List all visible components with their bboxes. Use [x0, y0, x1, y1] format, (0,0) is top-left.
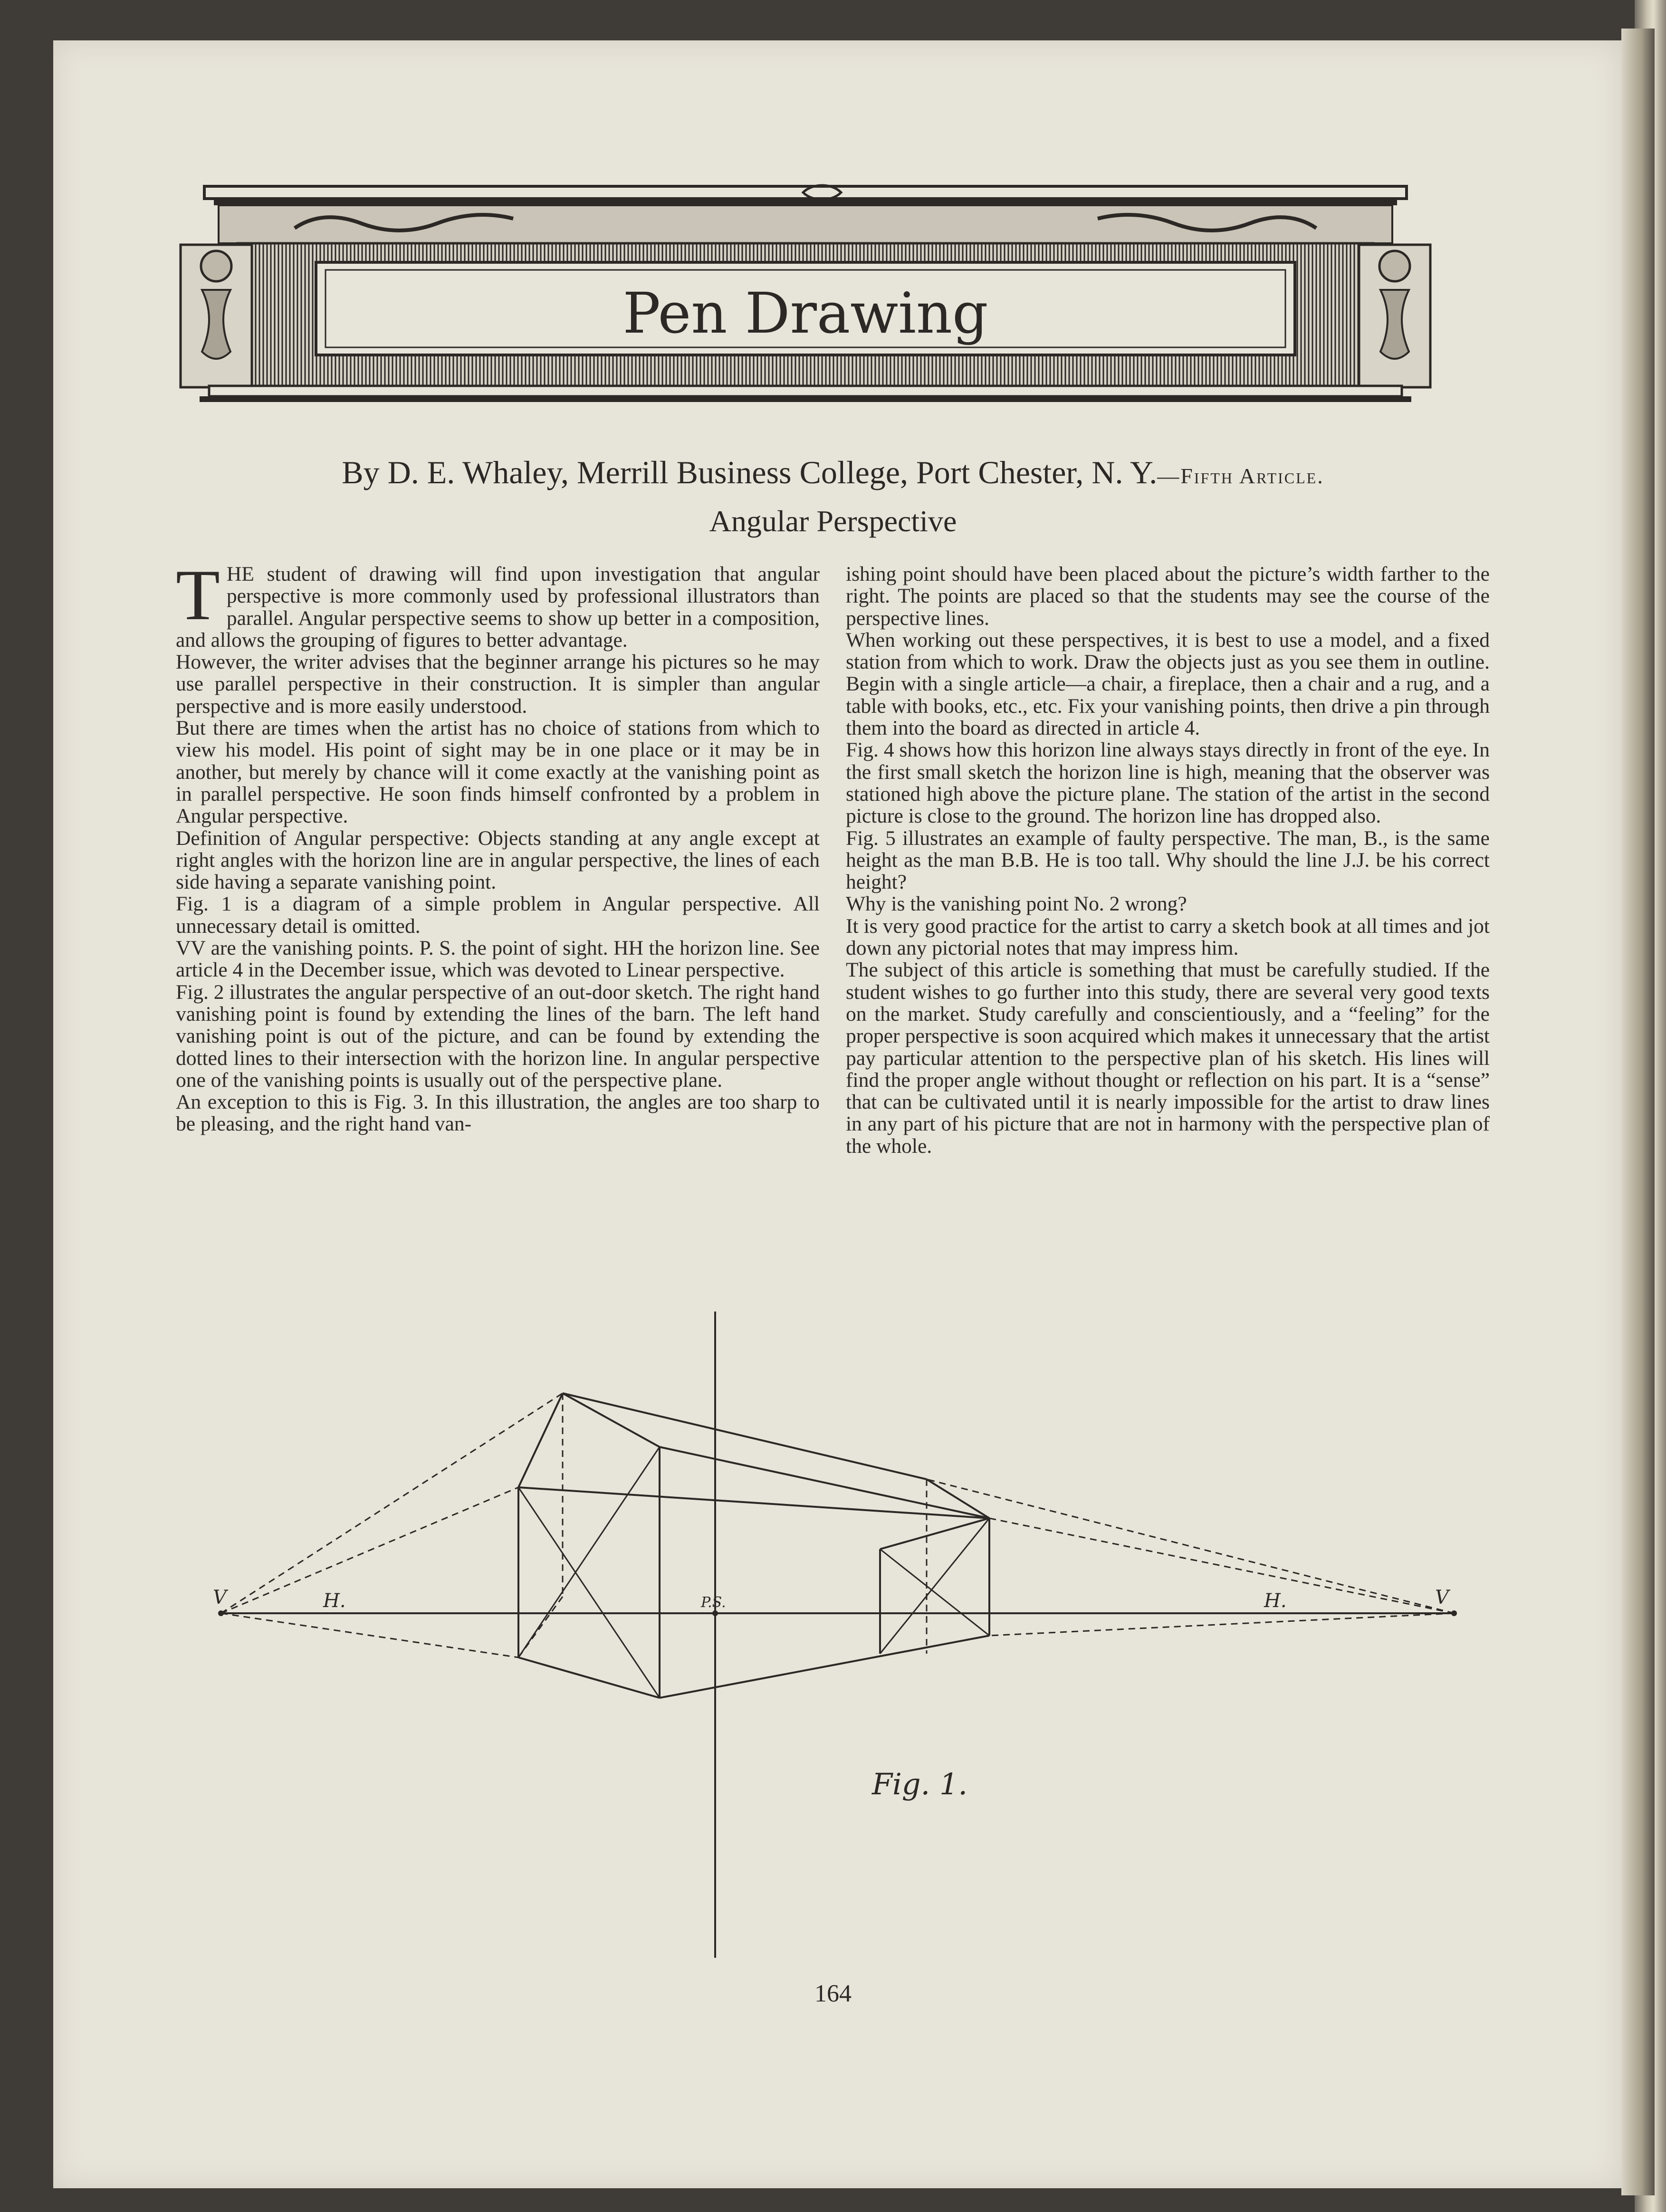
- end-face-diagonal: [880, 1549, 989, 1636]
- paragraph: When working out these perspectives, it is best to use a model, and a fixed station from which to work. Draw the objects just as you see them in outline. Begin with a single article—a chair, a fireplace, then a chair and a rug, and a table with books, etc., etc. Fix your vanishing points, then drive a pin through them into the board as directed in article 4.: [846, 628, 1490, 740]
- paragraph: ishing point should have been placed about the picture’s width farther to the right. The points are placed so that the students may see the course of the perspective lines.: [846, 563, 1490, 630]
- label-ps: P.S.: [701, 1594, 726, 1611]
- vanishing-line: [221, 1613, 518, 1657]
- box-edge: [563, 1393, 660, 1447]
- vanishing-line: [927, 1479, 1454, 1613]
- paragraph: [176, 555, 820, 651]
- label-v-right: V: [1435, 1587, 1449, 1609]
- paragraph-text: HE student of drawing will find upon investigation that angular perspective is more commonly used by professional illustrators than parallel. Angular perspective seems to show up better in a composition, and allows the grouping of figures to better advantage.: [176, 563, 820, 651]
- figure-1-diagram: [200, 1312, 1483, 1958]
- vanishing-line: [221, 1393, 563, 1613]
- box-edge: [518, 1657, 660, 1698]
- figure-caption: Fig. 1.: [872, 1767, 968, 1801]
- vanishing-line: [989, 1518, 1454, 1613]
- box-edge: [660, 1636, 989, 1698]
- face-diagonal: [518, 1447, 660, 1657]
- byline-article-tag: —Fifth Article.: [1157, 464, 1324, 488]
- text-column-left: [176, 555, 820, 1136]
- paragraph: The subject of this article is something that must be carefully studied. If the student wishes to go further into this study, there are several very good texts on the market. Study carefully and conscientiously, and a “feeling” for the proper perspective is soon acquired which makes it unnecessary that the artist pay particular attention to the perspective plan of his sketch. His lines will find the proper angle without thought or reflection on his part. It is a “sense” that can be cultivated until it is nearly impossible for the artist to draw lines in any part of his picture that are not in harmony with the perspective plan of the whole.: [846, 958, 1490, 1158]
- paragraph: But there are times when the artist has no choice of stations from which to view his model. His point of sight may be in one place or it may be in another, but merely by chance will it come exactly at the vanishing point as in parallel perspective. He soon finds himself confronted by a problem in Angular perspective.: [176, 717, 820, 828]
- paragraph: However, the writer advises that the beginner arrange his pictures so he may use parallel perspective in their construction. It is simpler than angular perspective and is more easily understood.: [176, 651, 820, 718]
- header-banner: [152, 128, 1459, 413]
- paragraph: Fig. 4 shows how this horizon line always stays directly in front of the eye. In the first small sketch the horizon line is high, meaning that the observer was stationed high above the picture plane. The station of the artist in the second picture is close to the ground. The horizon line has dropped also.: [846, 738, 1490, 828]
- paragraph: Definition of Angular perspective: Objects standing at any angle except at right angles with the horizon line are in angular perspective, the lines of each side having a separate vanishing point.: [176, 826, 820, 894]
- label-h-left: H.: [323, 1590, 346, 1612]
- paragraph: It is very good practice for the artist to carry a sketch book at all times and jot down any pictorial notes that may impress him.: [846, 914, 1490, 960]
- perspective-diagram: [200, 1312, 1483, 1958]
- vanishing-line: [221, 1487, 518, 1613]
- end-face-edge: [880, 1518, 989, 1549]
- box-edge: [563, 1393, 927, 1479]
- paragraph: Why is the vanishing point No. 2 wrong?: [846, 892, 1187, 916]
- article-subtitle: Angular Perspective: [709, 504, 957, 538]
- byline-author: By D. E. Whaley, Merrill Business College, Port Chester, N. Y.: [342, 454, 1158, 490]
- paragraph: An exception to this is Fig. 3. In this illustration, the angles are too sharp to be pleasing, and the right hand van-: [176, 1091, 820, 1136]
- page-number: 164: [814, 1980, 852, 2007]
- paragraph: Fig. 5 illustrates an example of faulty perspective. The man, B., is the same height as the man B.B. He is too tall. Why should the line J.J. be his correct height?: [846, 826, 1490, 894]
- vanishing-line: [989, 1613, 1454, 1636]
- face-diagonal: [518, 1487, 660, 1698]
- drop-cap: T: [176, 555, 220, 635]
- end-face-diagonal: [880, 1518, 989, 1654]
- text-column-right: [846, 563, 1490, 1157]
- label-h-right: H.: [1264, 1590, 1287, 1612]
- paragraph: Fig. 1 is a diagram of a simple problem in Angular perspective. All unnecessary detail is omitted.: [176, 892, 820, 938]
- label-v-left: V: [213, 1587, 227, 1609]
- page-title: Pen Drawing: [622, 280, 988, 346]
- spine-shadow: [1621, 29, 1655, 2195]
- paragraph: Fig. 2 illustrates the angular perspective of an out-door sketch. The right hand vanishing point is found by extending the lines of the barn. The left hand vanishing point is out of the picture, and can be found by extending the dotted lines to their intersection with the horizon line. In angular perspective one of the vanishing points is usually out of the perspective plane.: [176, 980, 820, 1092]
- banner-ornament: [152, 128, 1459, 413]
- paragraph: VV are the vanishing points. P. S. the point of sight. HH the horizon line. See article 4 in the December issue, which was devoted to Linear perspective.: [176, 937, 820, 982]
- byline: [0, 454, 1666, 491]
